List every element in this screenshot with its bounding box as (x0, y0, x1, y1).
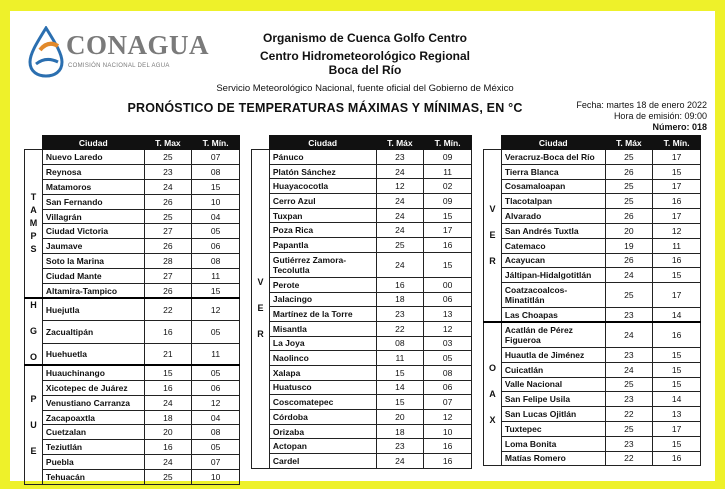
table-row (484, 194, 701, 209)
tmin-cell: 10 (192, 470, 240, 485)
water-drop-icon (26, 26, 66, 78)
city-cell: Tierra Blanca (501, 164, 605, 179)
tmax-cell: 26 (605, 209, 653, 224)
table-row (484, 164, 701, 179)
city-cell: Nuevo Laredo (42, 150, 144, 165)
tmin-cell: 15 (192, 284, 240, 299)
city-column-header: Ciudad (269, 136, 376, 150)
tmin-cell: 16 (653, 194, 701, 209)
table-row (252, 307, 472, 322)
tmax-cell: 24 (144, 455, 192, 470)
tmin-cell: 14 (653, 308, 701, 323)
tmax-cell: 23 (605, 308, 653, 323)
state-column-header (484, 136, 502, 150)
tmax-cell: 18 (376, 424, 424, 439)
city-cell: Xalapa (269, 365, 376, 380)
table-row (25, 410, 240, 425)
tmax-column-header: T. Máx (605, 136, 653, 150)
tmin-cell: 17 (653, 283, 701, 308)
city-cell: Matías Romero (501, 451, 605, 466)
tmax-column-header: T. Máx (376, 136, 424, 150)
table-row (252, 179, 472, 194)
tmin-cell: 05 (192, 321, 240, 343)
tmax-cell: 23 (144, 164, 192, 179)
table-row (25, 150, 240, 165)
tmax-cell: 22 (144, 298, 192, 320)
table-row (252, 194, 472, 209)
table-row (252, 424, 472, 439)
tmin-cell: 10 (192, 194, 240, 209)
tmin-cell: 16 (424, 439, 472, 454)
table-row (484, 377, 701, 392)
tmax-cell: 24 (605, 362, 653, 377)
city-cell: Huautla de Jiménez (501, 347, 605, 362)
tmax-cell: 20 (144, 425, 192, 440)
tmax-cell: 25 (605, 377, 653, 392)
tmax-cell: 23 (376, 307, 424, 322)
tmax-cell: 25 (144, 209, 192, 224)
table-row (252, 223, 472, 238)
city-cell: Martínez de la Torre (269, 307, 376, 322)
city-cell: Tuxtepec (501, 421, 605, 436)
table-row (484, 347, 701, 362)
tmax-cell: 27 (144, 269, 192, 284)
tmax-cell: 24 (605, 268, 653, 283)
table-row (25, 194, 240, 209)
city-cell: Zacualtipán (42, 321, 144, 343)
tmin-cell: 12 (653, 223, 701, 238)
tmax-cell: 18 (144, 410, 192, 425)
tmin-cell: 15 (653, 362, 701, 377)
logo-subtitle: COMISIÓN NACIONAL DEL AGUA (68, 63, 170, 69)
tmin-cell: 11 (192, 269, 240, 284)
city-cell: San Felipe Usila (501, 392, 605, 407)
tmax-cell: 26 (605, 164, 653, 179)
city-cell: La Joya (269, 336, 376, 351)
table-row (252, 351, 472, 366)
tmin-cell: 03 (424, 336, 472, 351)
state-column-header (252, 136, 270, 150)
tmax-cell: 26 (144, 194, 192, 209)
city-cell: Orizaba (269, 424, 376, 439)
tmax-cell: 14 (376, 380, 424, 395)
city-cell: Cerro Azul (269, 194, 376, 209)
logo-wordmark: CONAGUA (66, 30, 209, 60)
city-cell: Cuicatlán (501, 362, 605, 377)
city-cell: Xicotepec de Juárez (42, 380, 144, 395)
tmin-cell: 08 (192, 164, 240, 179)
tmax-cell: 23 (376, 150, 424, 165)
table-row (484, 451, 701, 466)
city-cell: Reynosa (42, 164, 144, 179)
city-cell: Perote (269, 277, 376, 292)
table-row (484, 362, 701, 377)
tmin-cell: 17 (653, 179, 701, 194)
city-cell: Coatzacoalcos-Minatitlán (501, 283, 605, 308)
tmax-cell: 15 (376, 395, 424, 410)
table-row (252, 395, 472, 410)
state-label: T A M P S (25, 150, 43, 299)
service-line: Servicio Meteorológico Nacional, fuente oficial del Gobierno de México (216, 83, 514, 94)
tmin-cell: 16 (424, 238, 472, 253)
tmin-cell: 15 (424, 252, 472, 277)
tmin-cell: 17 (653, 209, 701, 224)
tmax-cell: 15 (144, 365, 192, 380)
table-row (252, 365, 472, 380)
tmax-cell: 08 (376, 336, 424, 351)
tmin-cell: 10 (424, 424, 472, 439)
issue-time: Hora de emisión: 09:00 (613, 111, 707, 121)
tmin-cell: 05 (192, 365, 240, 380)
tmin-cell: 15 (653, 164, 701, 179)
table-row (25, 395, 240, 410)
tmax-cell: 24 (376, 164, 424, 179)
tmin-cell: 12 (192, 395, 240, 410)
tmin-cell: 02 (424, 179, 472, 194)
city-cell: Teziutlán (42, 440, 144, 455)
table-row (25, 425, 240, 440)
tmin-cell: 04 (192, 410, 240, 425)
city-cell: Huatusco (269, 380, 376, 395)
tmin-cell: 11 (424, 164, 472, 179)
table-row (25, 380, 240, 395)
table-row (252, 454, 472, 469)
tmin-cell: 06 (424, 292, 472, 307)
table-row (484, 179, 701, 194)
tmin-cell: 11 (192, 343, 240, 365)
tmax-cell: 20 (605, 223, 653, 238)
table-row (252, 336, 472, 351)
forecast-table-1 (24, 135, 240, 485)
city-cell: Catemaco (501, 238, 605, 253)
table-row (25, 164, 240, 179)
state-column-header (25, 136, 43, 150)
table-row (484, 436, 701, 451)
tmax-cell: 24 (376, 454, 424, 469)
table-row (25, 321, 240, 343)
tmin-cell: 07 (424, 395, 472, 410)
city-cell: Jaumave (42, 239, 144, 254)
tmin-column-header: T. Mín. (192, 136, 240, 150)
tmax-cell: 16 (376, 277, 424, 292)
tmin-cell: 00 (424, 277, 472, 292)
tmax-cell: 25 (376, 238, 424, 253)
city-cell: Tuxpan (269, 208, 376, 223)
tmin-cell: 17 (653, 421, 701, 436)
tmax-cell: 23 (376, 439, 424, 454)
table-row (252, 292, 472, 307)
tmax-cell: 24 (376, 194, 424, 209)
table-row (252, 238, 472, 253)
tmin-cell: 06 (192, 380, 240, 395)
tmin-cell: 14 (653, 392, 701, 407)
tmax-cell: 25 (605, 179, 653, 194)
tmin-cell: 11 (653, 238, 701, 253)
tmax-cell: 24 (144, 179, 192, 194)
city-cell: Tlacotalpan (501, 194, 605, 209)
table-row (252, 164, 472, 179)
tmin-cell: 09 (424, 194, 472, 209)
header-row (25, 136, 240, 150)
city-cell: Villagrán (42, 209, 144, 224)
city-cell: San Fernando (42, 194, 144, 209)
table-row (25, 269, 240, 284)
city-cell: Córdoba (269, 410, 376, 425)
tmin-cell: 15 (653, 436, 701, 451)
city-column-header: Ciudad (501, 136, 605, 150)
city-cell: Misantla (269, 321, 376, 336)
tmin-cell: 05 (424, 351, 472, 366)
tmin-cell: 09 (424, 150, 472, 165)
tmax-cell: 25 (605, 283, 653, 308)
tmax-column-header: T. Max (144, 136, 192, 150)
city-cell: San Andrés Tuxtla (501, 223, 605, 238)
tmax-cell: 25 (605, 421, 653, 436)
tmax-cell: 25 (144, 470, 192, 485)
tmin-cell: 12 (192, 298, 240, 320)
table-row (25, 224, 240, 239)
tmax-cell: 15 (376, 365, 424, 380)
city-cell: Las Choapas (501, 308, 605, 323)
page-title: PRONÓSTICO DE TEMPERATURAS MÁXIMAS Y MÍNIMAS, EN °C (127, 101, 523, 115)
tmax-cell: 25 (605, 150, 653, 165)
tmax-cell: 19 (605, 238, 653, 253)
tmax-cell: 24 (376, 208, 424, 223)
city-cell: Acatlán de Pérez Figueroa (501, 322, 605, 347)
table-row (484, 223, 701, 238)
table-row (25, 239, 240, 254)
tmax-cell: 23 (605, 436, 653, 451)
city-cell: Huehuetla (42, 343, 144, 365)
tmax-cell: 27 (144, 224, 192, 239)
city-cell: Jáltipan-Hidalgotitlán (501, 268, 605, 283)
tmax-cell: 12 (376, 179, 424, 194)
city-cell: Altamira-Tampico (42, 284, 144, 299)
city-cell: Valle Nacional (501, 377, 605, 392)
tmin-cell: 08 (192, 425, 240, 440)
tmin-cell: 05 (192, 224, 240, 239)
table-row (25, 298, 240, 320)
city-cell: Papantla (269, 238, 376, 253)
conagua-logo (26, 23, 216, 83)
city-cell: Pánuco (269, 150, 376, 165)
city-cell: Alvarado (501, 209, 605, 224)
table-row (252, 321, 472, 336)
city-cell: Coscomatepec (269, 395, 376, 410)
city-cell: Ciudad Mante (42, 269, 144, 284)
city-cell: Venustiano Carranza (42, 395, 144, 410)
tmax-cell: 28 (144, 254, 192, 269)
table-row (252, 380, 472, 395)
city-cell: Soto la Marina (42, 254, 144, 269)
tmin-cell: 06 (192, 239, 240, 254)
header-row (252, 136, 472, 150)
tmax-cell: 22 (376, 321, 424, 336)
table-row (484, 268, 701, 283)
table-row (252, 439, 472, 454)
city-cell: Platón Sánchez (269, 164, 376, 179)
tmin-cell: 06 (424, 380, 472, 395)
state-label: V E R (484, 150, 502, 323)
tmin-cell: 13 (653, 407, 701, 422)
table-row (25, 455, 240, 470)
tmin-cell: 17 (653, 150, 701, 165)
table-row (25, 284, 240, 299)
tmin-cell: 16 (653, 253, 701, 268)
tmax-cell: 23 (605, 392, 653, 407)
table-row (252, 252, 472, 277)
city-cell: Matamoros (42, 179, 144, 194)
forecast-table-2 (251, 135, 472, 469)
table-row (252, 150, 472, 165)
table-row (484, 283, 701, 308)
issue-date: Fecha: martes 18 de enero 2022 (576, 100, 707, 110)
tmin-column-header: T. Mín. (653, 136, 701, 150)
tmax-cell: 24 (605, 322, 653, 347)
tmax-cell: 24 (144, 395, 192, 410)
place-name: Boca del Río (328, 63, 402, 77)
tmax-cell: 11 (376, 351, 424, 366)
tmin-cell: 13 (424, 307, 472, 322)
table-row (484, 150, 701, 165)
city-cell: Cardel (269, 454, 376, 469)
tmax-cell: 22 (605, 451, 653, 466)
tmax-cell: 16 (144, 321, 192, 343)
city-cell: Veracruz-Boca del Río (501, 150, 605, 165)
tmin-cell: 15 (653, 377, 701, 392)
table-row (484, 322, 701, 347)
tmax-cell: 25 (144, 150, 192, 165)
city-cell: Acayucan (501, 253, 605, 268)
tmin-cell: 15 (653, 347, 701, 362)
tmin-cell: 12 (424, 321, 472, 336)
table-row (25, 440, 240, 455)
city-cell: Jalacingo (269, 292, 376, 307)
table-row (25, 209, 240, 224)
city-cell: Cuetzalan (42, 425, 144, 440)
city-cell: Actopan (269, 439, 376, 454)
city-cell: Puebla (42, 455, 144, 470)
tmax-cell: 21 (144, 343, 192, 365)
tmin-cell: 08 (424, 365, 472, 380)
tmin-cell: 05 (192, 440, 240, 455)
table-row (25, 254, 240, 269)
table-row (484, 238, 701, 253)
tmax-cell: 26 (605, 253, 653, 268)
tmin-cell: 04 (192, 209, 240, 224)
city-cell: Loma Bonita (501, 436, 605, 451)
tmax-cell: 20 (376, 410, 424, 425)
city-cell: Tehuacán (42, 470, 144, 485)
table-row (25, 470, 240, 485)
table-row (484, 308, 701, 323)
tmax-cell: 16 (144, 440, 192, 455)
issue-number: Número: 018 (652, 122, 707, 132)
city-cell: Zacapoaxtla (42, 410, 144, 425)
city-cell: San Lucas Ojitlán (501, 407, 605, 422)
table-row (484, 407, 701, 422)
tmin-cell: 16 (424, 454, 472, 469)
tmax-cell: 23 (605, 347, 653, 362)
table-row (252, 208, 472, 223)
tmax-cell: 25 (605, 194, 653, 209)
tmin-cell: 07 (192, 455, 240, 470)
org-name: Organismo de Cuenca Golfo Centro (262, 31, 468, 45)
city-column-header: Ciudad (42, 136, 144, 150)
table-row (484, 421, 701, 436)
tmax-cell: 26 (144, 284, 192, 299)
tmin-cell: 07 (192, 150, 240, 165)
tmin-cell: 17 (424, 223, 472, 238)
table-row (25, 179, 240, 194)
state-label: O A X (484, 322, 502, 465)
tmax-cell: 22 (605, 407, 653, 422)
state-label: P U E (25, 365, 43, 484)
city-cell: Huejutla (42, 298, 144, 320)
tmin-cell: 12 (424, 410, 472, 425)
city-cell: Naolinco (269, 351, 376, 366)
table-row (484, 209, 701, 224)
state-label: V E R (252, 150, 270, 469)
city-cell: Poza Rica (269, 223, 376, 238)
table-row (25, 343, 240, 365)
state-label: H G O (25, 298, 43, 365)
tmin-cell: 15 (424, 208, 472, 223)
city-cell: Ciudad Victoria (42, 224, 144, 239)
table-row (252, 277, 472, 292)
tmin-cell: 16 (653, 322, 701, 347)
table-row (25, 365, 240, 380)
tmax-cell: 24 (376, 252, 424, 277)
tmax-cell: 24 (376, 223, 424, 238)
tmax-cell: 18 (376, 292, 424, 307)
center-name: Centro Hidrometeorológico Regional (259, 49, 470, 63)
tmax-cell: 26 (144, 239, 192, 254)
city-cell: Gutiérrez Zamora-Tecolutla (269, 252, 376, 277)
tmin-cell: 16 (653, 451, 701, 466)
table-row (484, 392, 701, 407)
tmin-cell: 15 (192, 179, 240, 194)
tmin-cell: 08 (192, 254, 240, 269)
table-row (484, 253, 701, 268)
tmin-cell: 15 (653, 268, 701, 283)
header-row (484, 136, 701, 150)
table-row (252, 410, 472, 425)
forecast-table-3 (483, 135, 701, 466)
tmin-column-header: T. Mín. (424, 136, 472, 150)
city-cell: Cosamaloapan (501, 179, 605, 194)
tmax-cell: 16 (144, 380, 192, 395)
city-cell: Huayacocotla (269, 179, 376, 194)
city-cell: Huauchinango (42, 365, 144, 380)
